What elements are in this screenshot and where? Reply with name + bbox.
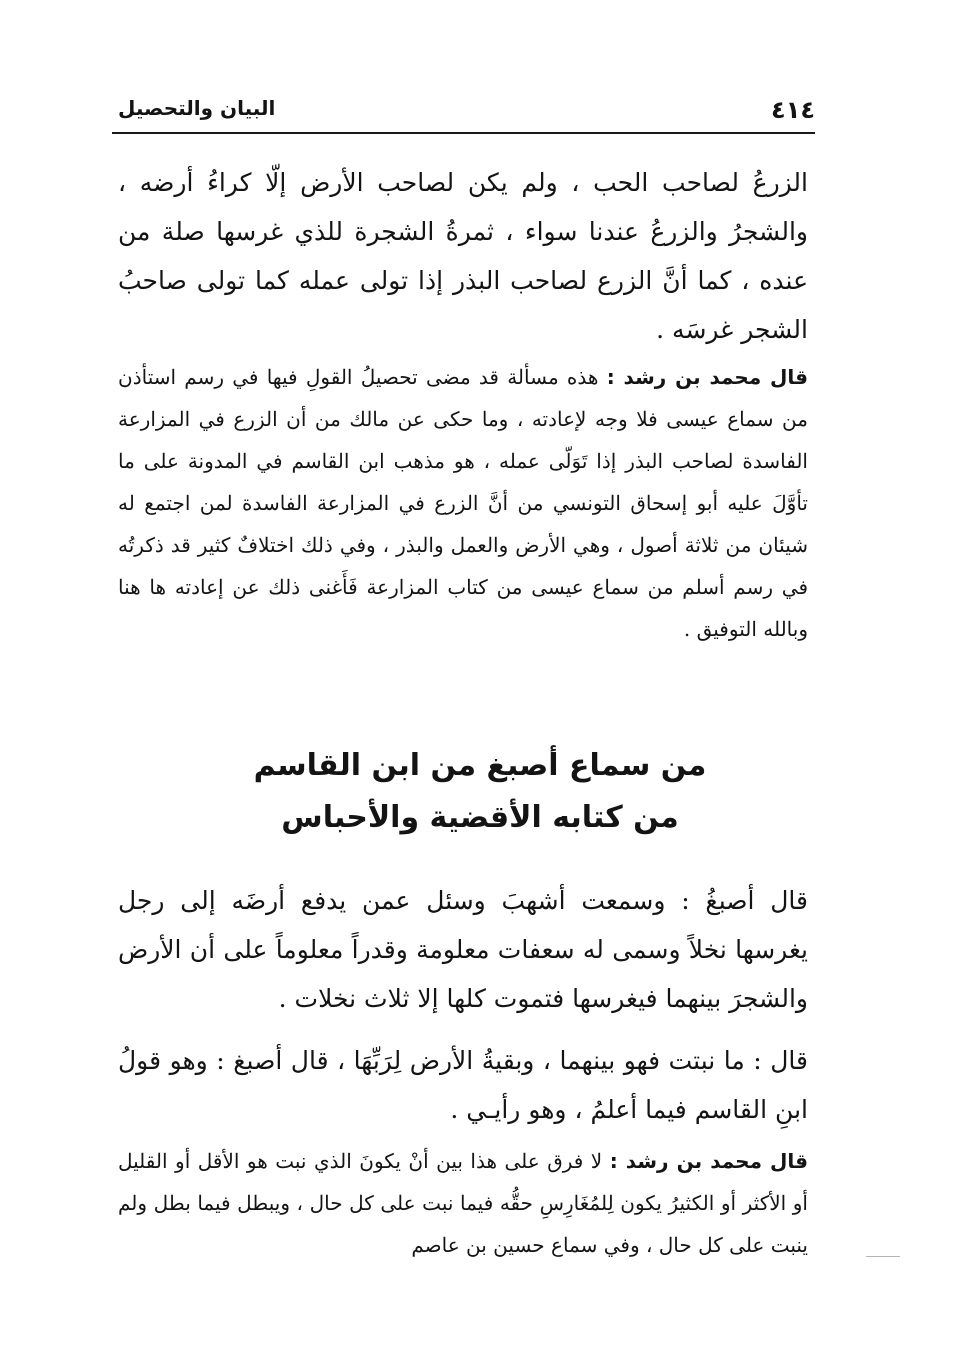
section-heading-line-2: من كتابه الأقضية والأحباس <box>281 800 679 835</box>
paragraph-4 <box>118 1036 808 1134</box>
page-number: ٤١٤ <box>771 96 815 124</box>
section-heading-line-1: من سماع أصبغ من ابن القاسم <box>253 748 707 783</box>
running-title: البيان والتحصيل <box>118 96 276 120</box>
paragraph-1-text: الزرعُ لصاحب الحب ، ولم يكن لصاحب الأرض إلّا كراءُ أرضه ، والشجرُ والزرعُ عندنا سواء ، ثمرةُ الشجرة للذي غرسها صلة من عنده ، كما أنَّ الزرع لصاحب البذر إذا تولى عمله كما تولى صاحبُ الشجر غرسَه . <box>118 168 808 344</box>
page-header <box>112 92 815 134</box>
paragraph-2-text: هذه مسألة قد مضى تحصيلُ القولِ فيها في رسم استأذن من سماع عيسى فلا وجه لإعادته ، وما حكى عن مالك من أن الزرع في المزارعة الفاسدة لصاحب البذر إذا تَوَلّى عمله ، هو مذهب ابن القاسم في المدونة على ما تأوَّلَ عليه أبو إسحاق التونسي من أنَّ الزرع في المزارعة الفاسدة لمن اجتمع له شيئان من ثلاثة أصول ، وهي الأرض والعمل والبذر ، وفي ذلك اختلافٌ كثير قد ذكرتُه في رسم أسلم من سماع عيسى من كتاب المزارعة فَأَغنى ذلك عن إعادته ها هنا وبالله التوفيق . <box>118 365 808 641</box>
paragraph-3-text: قال أصبغُ : وسمعت أشهبَ وسئل عمن يدفع أرضَه إلى رجل يغرسها نخلاً وسمى له سعفات معلومة وقدراً معلوماً على أن الأرض والشجرَ بينهما فيغرسها فتموت كلها إلا ثلاث نخلات . <box>118 886 808 1013</box>
paragraph-3 <box>118 876 808 1023</box>
margin-mark <box>866 1256 900 1257</box>
paragraph-5-text: لا فرق على هذا بين أنْ يكونَ الذي نبت هو الأقل أو القليل أو الأكثر أو الكثيرُ يكون لِلمُغَارِسِ حقُّه فيما نبت على كل حال ، ويبطل فيما بطل ولم ينبت على كل حال ، وفي سماع حسين بن عاصم <box>118 1149 808 1257</box>
paragraph-5-lead: قال محمد بن رشد : <box>609 1149 808 1173</box>
paragraph-2-lead: قال محمد بن رشد : <box>606 365 809 389</box>
paragraph-2 <box>118 356 808 650</box>
paragraph-5 <box>118 1140 808 1266</box>
paragraph-1 <box>118 158 808 354</box>
section-heading <box>200 740 760 844</box>
paragraph-4-text: قال : ما نبتت فهو بينهما ، وبقيةُ الأرض لِرَبِّهَا ، قال أصبغ : وهو قولُ ابنِ القاسم فيما أعلمُ ، وهو رأيـي . <box>118 1046 808 1124</box>
